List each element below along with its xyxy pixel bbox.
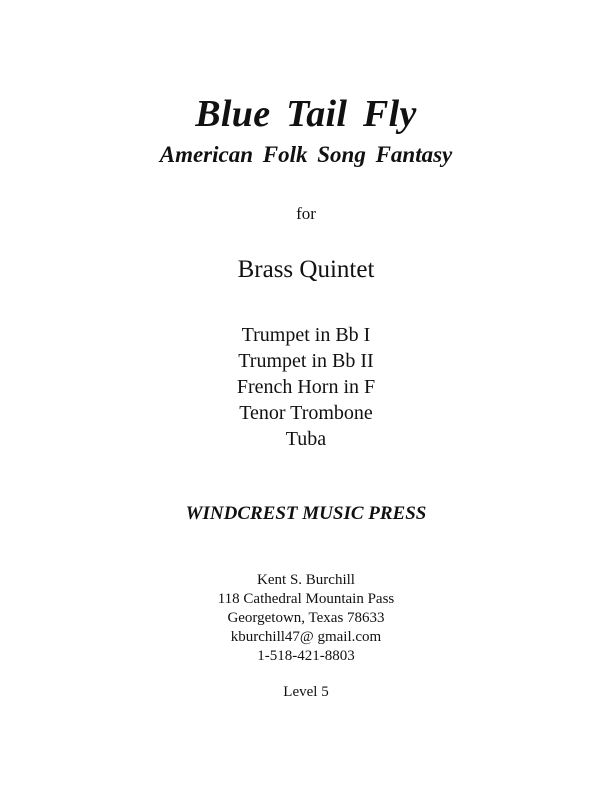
instrument-list bbox=[0, 322, 612, 452]
contact-email: kburchill47@ gmail.com bbox=[230, 629, 382, 645]
difficulty-level: Level 5 bbox=[283, 684, 329, 700]
piece-subtitle: American Folk Song Fantasy bbox=[159, 142, 453, 167]
publisher-name: WINDCREST MUSIC PRESS bbox=[185, 503, 427, 524]
contact-phone: 1-518-421-8803 bbox=[257, 648, 355, 664]
instrument-tuba: Tuba bbox=[285, 428, 327, 450]
instrument-trumpet-1: Trumpet in Bb I bbox=[241, 324, 371, 346]
instrument-french-horn: French Horn in F bbox=[236, 376, 376, 398]
instrument-trumpet-2: Trumpet in Bb II bbox=[238, 350, 374, 372]
piece-title: Blue Tail Fly bbox=[195, 93, 417, 135]
instrument-tenor-trombone: Tenor Trombone bbox=[239, 402, 373, 424]
contact-block bbox=[0, 571, 612, 666]
for-label: for bbox=[296, 204, 316, 223]
contact-city: Georgetown, Texas 78633 bbox=[227, 610, 385, 626]
contact-address: 118 Cathedral Mountain Pass bbox=[217, 591, 395, 607]
contact-name: Kent S. Burchill bbox=[257, 572, 355, 588]
ensemble-name: Brass Quintet bbox=[237, 256, 375, 283]
